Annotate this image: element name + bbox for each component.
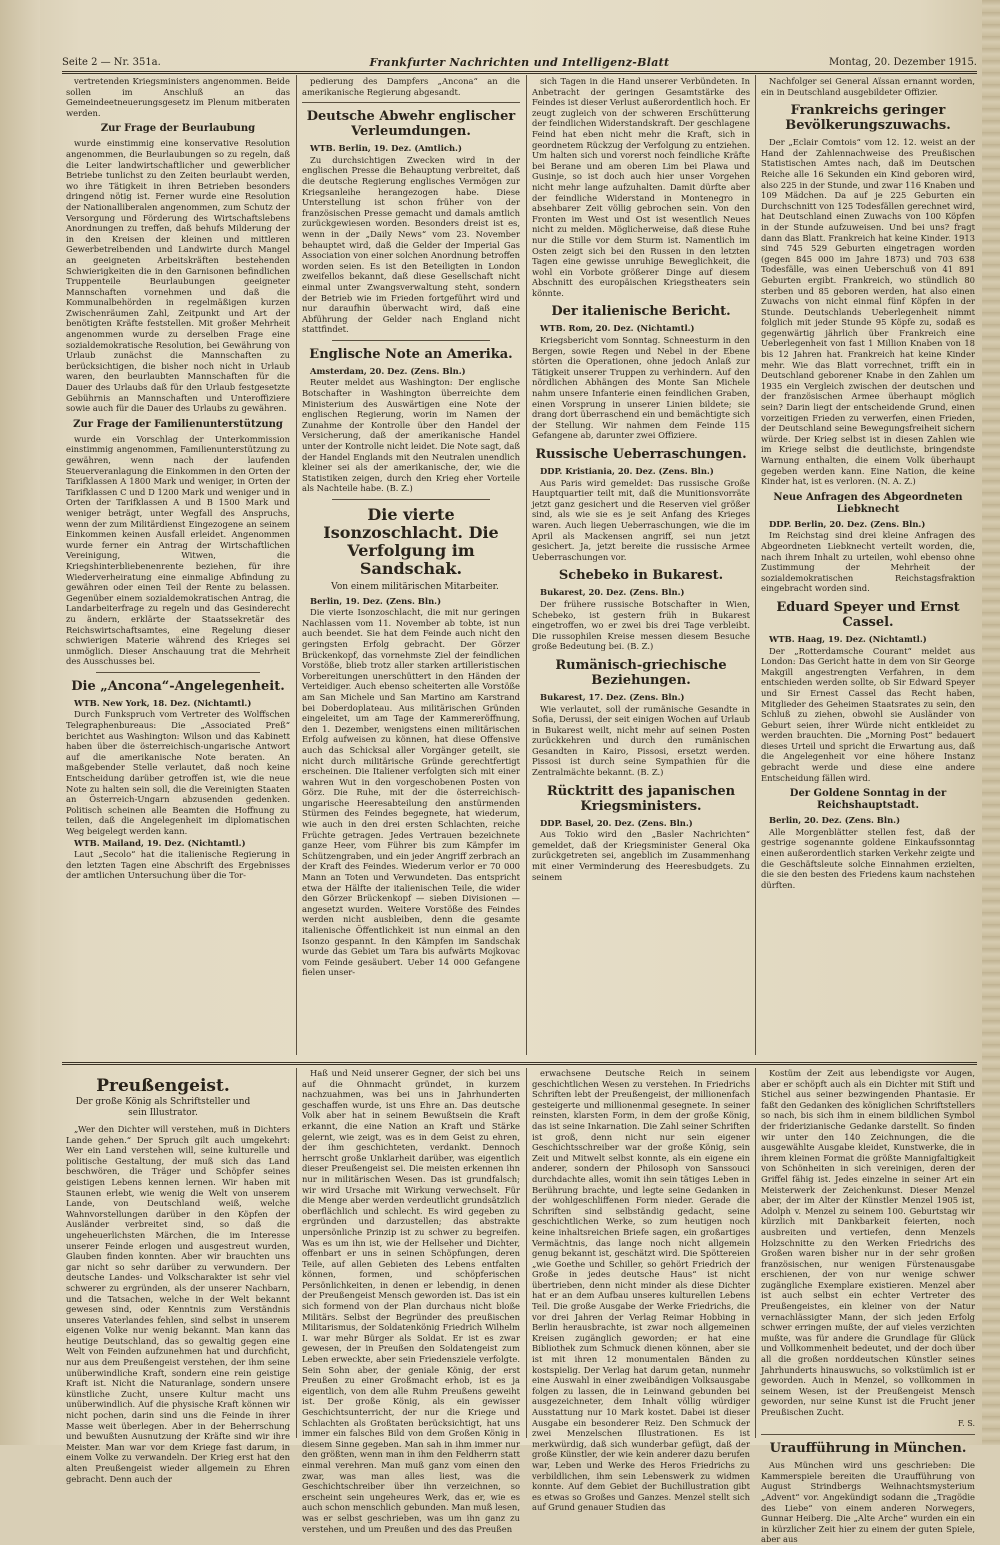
article-heading: Der italienische Bericht. xyxy=(551,304,731,320)
dateline: Bukarest, 17. Dez. (Zens. Bln.) xyxy=(540,691,685,702)
article-text: Der „Eclair Comtois“ vom 12. 12. weist an der Hand der Zahlennachweise des Preußischen Statistischen Amtes nach, daß im Deutschen Reiche alle 16 Sekunden ein Kind geboren wird, also 225 in der Stunde, und zwar 116 Knaben und 109 Mädchen. Da auf je 225 Geburten ein Durchschnitt von 125 Todesfällen gerechnet wird, hat Deutschland einen Zuwachs von 100 Köpfen in der Stunde aufzuweisen. Und bei uns? fragt dann das Blatt. Frankreich hat keine Kinder. 1913 sind 745 529 Geburten eingetragen worden (gegen 845 000 im Jahre 1873) und 703 638 Todesfälle, was einen Ueberschuß von 41 891 Geburten ergibt. Frankreich, wo stündlich 80 sterben und 85 geboren werden, hat also einen Zuwachs von nicht einmal fünf Köpfen in der Stunde. Deutschlands Ueberlegenheit nimmt folglich mit jeder Stunde 95 Köpfe zu, sodaß es gegenwärtig jährlich über Frankreich eine Ueberlegenheit von fast 1 Million Knaben von 18 bis 12 Jahren hat. Frankreich hat keine Kinder mehr. Wie das Blatt vorrechnet, trifft ein in Deutschland geborener Knabe in den Zahlen um 1935 ein Vergleich zwischen der deutschen und der französischen Armee überhaupt möglich sein? Darin liegt der entscheidende Grund, einen vorzeitigen Frieden zu verwerfen, einen Frieden, der Deutschland seine Bewegungsfreiheit sichern würde. Der Krieg selbst ist in diesen Zahlen wie im Kriege selbst die deutlichste, bringendste Warnung enthalten, die einem Volk überhaupt gegeben werden kann. Eine Nation, die keine Kinder hat, ist es verloren. (N. A. Z.) xyxy=(761,137,975,487)
column-rule xyxy=(755,75,756,1055)
dateline: DDP. Kristiania, 20. Dez. (Zens. Bln.) xyxy=(540,466,714,476)
article-heading: Neue Anfragen des Abgeordneten Liebknecht xyxy=(773,491,963,515)
dateline: DDP. Basel, 20. Dez. (Zens. Bln.) xyxy=(540,817,693,828)
article-text: erwachsene Deutsche Reich in seinem geschichtlichen Wesen zu verstehen. In Friedrichs Schriften lebt der Preußengeist, der millionenfach gesteigerte und millionenmal gesegnete. In seiner reinsten, klarsten Form, in dem der große König, das ist seine Inkarnation. Die Zahl seiner Schriften ist groß, denn nicht nur sein eigener Geschichtsschreiber war der große König, sein Zeit und Mitwelt selbst konnte, als ein eigene ein anderer, sondern der Philosoph von Sanssouci durchdachte alles, womit ihn sein tätiges Leben in Berührung brachte, und legte seine Gedanken in der wohlgeschliffenen Form nieder. Gerade die Schriften sind selbständig gedacht, seine geschichtlichen Werke, so zum heutigen noch keine inhaltsreichen Briefe sagen, ein großartiges Vermächtnis, das lange noch nicht allgemein genug bekannt ist, geschätzt wird. Die Spöttereien „wie Goethe und Schiller, so gehört Friedrich der Große in jedes deutsche Haus“ ist nicht übertrieben, denn nicht minder als diese Dichter hat er an dem Aufbau unseres kulturellen Lebens Teil. Die große Ausgabe der Werke Friedrichs, die vor drei Jahren der Verlag Reimar Hobbing in Berlin herausbrachte, ist zwar noch allgemeinen Kreisen zugänglich geworden; er hat eine Bibliothek zum Schmuck dienen können, aber sie ist mit ihren 12 monumentalen Bänden zu kostspielig. Der Verlag hat darum getan, nunmehr eine Auswahl in einer zweibändigen Volksausgabe folgen zu lassen, die in Leinwand gebunden bei ausgezeichneter, dem Inhalt völlig würdiger Ausstattung nur 10 Mark kostet. Dabei ist dieser Ausgabe ein besonderer Reiz. Den Schmuck der zwei Menzelschen Illustrationen. Es ist merkwürdig, daß sich wunderbar gefügt, daß der große Künstler, der wie kein anderer dazu berufen war, Leben und Werke des Heros Friedrichs zu verbildlichen, ihm sein Lebenswerk zu widmen konnte. Auf dem Gebiet der Buchillustration gibt es etwas so Großes und Ganzes. Menzel stellt sich auf Grund genauer Studien das xyxy=(532,1068,750,1513)
feature-column-1 xyxy=(66,1124,290,1484)
divider xyxy=(332,499,490,500)
feature-column-3 xyxy=(532,1068,750,1513)
article-text: vertretenden Kriegsministers angenommen. Beide sollen im Anschluß an das Gemeindeetneuerungsgesetz im Plenum mitberaten werden. xyxy=(66,76,290,118)
article-text: Durch Funkspruch vom Vertreter des Wolffschen Telegraphenbureaus: Die „Associated Preß“ berichtet aus Washington: Wilson und das Kabinett haben über die österreichisch-ungarische Antwort auf die amerikanische Note beraten. An maßgebender Stelle verlautet, daß noch keine Entscheidung darüber getroffen ist, wie die neue Note zu halten sein soll, die die Vereinigten Staaten an Österreich-Ungarn abzusenden gedenken. Politisch scheinen alle Beamten die Hoffnung zu teilen, daß die Angelegenheit im diplomatischen Weg beigelegt werden kann. xyxy=(66,709,290,836)
column-3 xyxy=(532,76,750,1056)
feature-rule xyxy=(62,1062,977,1065)
article-text: Zu durchsichtigen Zwecken wird in der englischen Presse die Behauptung verbreitet, daß die deutsche Regierung englisches Vermögen zur Kriegsanleihe herangezogen habe. Diese Unterstellung ist schon früher von der französischen Presse gemacht und damals amtlich zurückgewiesen worden. Besonders dreist ist es, wenn in der „Daily News“ vom 23. November behauptet wird, daß die Gelder der Imperial Gas Association von einer solchen Anordnung betroffen worden seien. Es ist den Beteiligten in London zweifellos bekannt, daß diese Gesellschaft nicht einmal unter Zwangsverwaltung steht, sondern der Betrieb wie im Frieden fortgeführt wird und nur daraufhin überwacht wird, daß eine Abführung der Gelder nach England nicht stattfindet. xyxy=(302,154,520,335)
article-text: Nachfolger sei General Aïssan ernannt worden, ein in Deutschland ausgebildeter Offizier. xyxy=(761,76,975,97)
article-heading: Rücktritt des japanischen Kriegsministers. xyxy=(546,783,736,814)
article-heading: Deutsche Abwehr englischer Verleumdungen. xyxy=(306,109,516,140)
article-heading: Rumänisch-griechische Beziehungen. xyxy=(555,657,727,688)
article-heading: Eduard Speyer und Ernst Cassel. xyxy=(776,599,960,630)
dateline: DDP. Berlin, 20. Dez. (Zens. Bln.) xyxy=(769,518,926,529)
article-text: wurde ein Vorschlag der Unterkommission einstimmig angenommen, Familienunterstützung zu gewähren, wenn nach der laufenden Steuerveranlagung die Einkommen in den Orten der Tarifklassen A 1800 Mark und weniger, in Orten der Tarifklassen C und D 1200 Mark und weniger und in Orten der Tarifklassen A und B 1500 Mark und weniger beträgt, unter Wegfall des Anspruchs, wenn der zum Militärdienst Eingezogene an seinem Einkommen keinen Ausfall erleidet. Angenommen wurde ferner ein Antrag der Wirtschaftlichen Vereinigung, Witwen, die Kriegshinterbliebenenrente beziehen, für ihre Wiederverheiratung eine einmalige Abfindung zu gewähren oder einen Teil der Rente zu belassen. Gegenüber einem sozialdemokratischen Antrag, die Landarbeiterfrage zu regeln und das Gesinderecht zu ändern, erklärte der Staatssekretär des Reichswirtschaftsamtes, eine Regelung dieser schwierigen Materie während des Krieges sei unmöglich. Dieser Anschauung trat die Mehrheit des Ausschusses bei. xyxy=(66,433,290,667)
article-text: Die vierte Isonzoschlacht, die mit nur geringen Nachlassen vom 11. November ab tobte, ist nun auch beendet. Sie hat dem Feinde auch nicht den geringsten Erfolg gebracht. Der Görzer Brückenkopf, das vornehmste Ziel der feindlichen Vorstöße, blieb trotz aller starken artilleristischen Vorbereitungen unerschüttert in den Händen der Verteidiger. Auch ebenso scheiterten alle Vorstöße am San Michele und San Martino am Karstrand bei Doberdoplateau. Aus militärischen Gründen eingeleitet, um am Tage der Kammereröffnung, den 1. Dezember, wenigstens einen militärischen Erfolg aufweisen zu können, hat diese Offensive auch das Schicksal aller Vorgänger geteilt, sie nicht durch militärische Gründe gerechtfertigt erscheinen. Die Italiener verfolgten sich mit einer wahren Wut in den vorgeschobenen Posten von Görz. Die Ruhe, mit der die österreichisch-ungarische Heeresabteilung den anstürmenden Stürmen des Feindes begegnete, hat wiederum, wie auch in den drei ersten Schlachten, reiche Früchte getragen. Jedes Vertrauen bezeichnete ganze Heer, vom Führer bis zum Kämpfer im Schützengraben, und ein jeder Angriff zerbrach an der Kraft des Feindes. Wiederum verlor er 70 000 Mann an Toten und Verwundeten. Das entspricht etwa der Hälfte der italienischen Teile, die wider den Görzer Brückenkopf — sieben Divisionen — angesetzt wurden. Weitere Vorstöße des Feindes werden nicht ausbleiben, denn die gesamte italienische Öffentlichkeit ist nun einmal an den Isonzo gespannt. In den Kämpfen im Sandschak wurde das Gebiet um Tara bis aufwärts Mojkovac vom Feinde gesäubert. Ueber 14 000 Gefangene fielen unser- xyxy=(302,607,520,978)
article-text: Alle Morgenblätter stellen fest, daß der gestrige sogenannte goldene Einkaufssonntag einen außerordentlich starken Verkehr zeigte und die Geschäftsleute solche Einnahmen erzielten, die sie den besten des Friedens kaum nachstehen dürften. xyxy=(761,826,975,890)
dateline: Berlin, 19. Dez. (Zens. Bln.) xyxy=(310,595,442,606)
page-number: Seite 2 — Nr. 351a. xyxy=(62,57,161,68)
divider xyxy=(761,1434,975,1435)
column-rule xyxy=(296,1068,297,1438)
column-rule xyxy=(755,1068,756,1438)
dateline: Berlin, 20. Dez. (Zens. Bln.) xyxy=(769,815,901,826)
dateline: WTB. New York, 18. Dez. (Nichtamtl.) xyxy=(74,697,252,708)
feature-column-2 xyxy=(302,1068,520,1534)
feature-title: Preußengeist. xyxy=(96,1076,230,1096)
article-text: wurde einstimmig eine konservative Resolution angenommen, die Beurlaubungen so zu regeln, daß die Leiter landwirtschaftlicher und gewerblicher Betriebe tunlichst zu den Zeiten beurlaubt werden, wo ihre Tätigkeit in ihren Betrieben besonders dringend nötig ist. Ferner wurde eine Resolution der Nationalliberalen angenommen, zum Schutz der Versorgung und Förderung des Wirtschaftslebens Anordnungen zu treffen, daß behufs Milderung der in den Kreisen der kleinen und mittleren Gewerbetreibenden und Landwirte durch Mangel an geeigneten Arbeitskräften bestehenden Schwierigkeiten die in den Garnisonen befindlichen Truppenteile Beurlaubungen geeigneter Mannschaften vornehmen und daß die Kommunalbehörden in regelmäßigen kurzen Zwischenräumen Zahl, Zeitpunkt und Art der benötigten Kräfte feststellen. Mit großer Mehrheit angenommen wurde zu derselben Frage eine sozialdemokratische Resolution, bei Gewährung von Urlaub zunächst die Mannschaften zu berücksichtigen, die bisher noch nicht in Urlaub waren, den beurlaubten Mannschaften für die Dauer des Urlaubs daß für den Urlaub festgesetzte Gebührnis an Mannschaften und Unteroffiziere sowie auch für die Dauer des Urlaubs zu gewähren. xyxy=(66,138,290,414)
article-heading: Der Goldene Sonntag in der Reichshauptstadt. xyxy=(789,788,947,812)
masthead-title: Frankfurter Nachrichten und Intelligenz-Blatt xyxy=(369,56,670,69)
column-rule xyxy=(296,75,297,1055)
dateline: WTB. Mailand, 19. Dez. (Nichtamtl.) xyxy=(74,837,246,848)
article-heading: Zur Frage der Beurlaubung xyxy=(100,123,256,135)
page-header xyxy=(62,56,977,70)
article-heading: Englische Note an Amerika. xyxy=(309,346,513,362)
article-text: Kostüm der Zeit aus lebendigste vor Augen, aber er schöpft auch als ein Dichter mit Stift und Stichel aus seiner bezwingenden Phantasie. Er faßt den Gedanken des königlichen Schriftstellers so nach, bis sich ihm in einem bildlichen Symbol der friderizianische Gedanke darstellt. So finden wir unter den 140 Zeichnungen, die die ausgewählte Ausgabe kleidet, Kunstwerke, die in ihrem kleinen Format die größte Mannigfaltigkeit von Schönheiten in sich vereinigen, deren der Griffel fähig ist. Jedes einzelne in seiner Art ein Meisterwerk der Zeichenkunst. Dieser Menzel aber, der im Alter der Künstler Menzel 1905 ist, Adolph v. Menzel zu seinem 100. Geburtstag wir kürzlich mit Dankbarkeit feierten, noch ausbreiten und vertiefen, denn Menzels Holzschnitte zu den Werken Friedrichs des Großen waren bisher nur in der sehr großen französischen, nur wenigen Fürstenausgabe erschienen, der von nur wenige schwer zugängliche Exemplare existieren. Menzel aber ist auch selbst ein echter Vertreter des Preußengeistes, ein kleiner von der Natur vernachlässigter Mann, der sich jeden Erfolg schwer erringen mußte, der auf vieles verzichten mußte, was für andere die Grundlage für Glück und Vollkommenheit bedeutet, und der doch über all die großen norddeutschen Künstler seines Jahrhunderts hinauswuchs, so volkstümlich ist er geworden. Auch in Menzel, so vollkommen in seinem Wesen, ist der Preußengeist Mensch geworden, nur seine Kunst ist die Frucht jener Preußischen Zucht. xyxy=(761,1068,975,1417)
article-text: Haß und Neid unserer Gegner, der sich bei uns auf die Ohnmacht gründet, in kurzem nachzuahmen, was bei uns in Jahrhunderten geschaffen wurde, ist uns Ehre an. Das deutsche Volk aber hat in seinem Bewußtsein die Kraft erkannt, die eine Nation an Kraft und Stärke gelernt, wie zeigt, was es in dem Geist zu ehren, der ihm geschichteten, verdankt. Dennoch herrscht große Unklarheit darüber, was eigentlich dieser Preußengeist sei. Die meisten erkennen ihn nur in militärischen Wesen. Das ist grundfalsch; wir wird Ursache mit Wirkung verwechselt. Für die Menge aber werden verdeutlicht grundsätzlich oberflächlich und schlecht. Es wird gegeben zu ergründen und darzustellen; das abstrakte unpersönliche Prinzip ist zu schwer zu begreifen. Was es um ihn ist, wie der Hellseher und Dichter, offenbart er uns in seinen Schöpfungen, deren Teile, auf allen Gebieten des Lebens entfalten können, formen, und schöpferischen Persönlichkeiten, in denen er lebendig, in denen der Preußengeist Mensch geworden ist. Das ist ein sich formend von der Plan durchaus nicht bloße Militärs. Selbst der Begründer des preußischen Militarismus, der Soldatenkönig Friedrich Wilhelm I. war mehr Bürger als Soldat. Er ist es zwar gewesen, der in Preußen den Soldatengeist zum Leben erweckte, aber sein Friedensziele verfolgte. Sein Sohn aber, der geniale König, der erst Preußen zu einer Großmacht erhob, ist es ja eigentlich, von dem alle Ruhm Preußens geweiht ist. Der große König, als ein gewisser Geschichtsunterricht, der nur die Kriege und Schlachten als Großtaten berücksichtigt, hat uns immer ein falsches Bild von dem Großen König in diesem Sinne gegeben. Man sah in ihm immer nur den größten, wenn man in ihm den Feldherrn statt einmal verehren. Man muß ganz vom einen den zwar, was man alles liest, was die Geschichtschreiber über ihn verzeichnen, so erscheint sein ungeheures Werk, das er, wie es auch schon menschlich gebunden. Man muß lesen, was er selbst geschrieben, was um ihn ganz zu verstehen, und um Preußen und des das Preußen xyxy=(302,1068,520,1534)
article-text: Laut „Secolo“ hat die italienische Regierung in den letzten Tagen eine Abschrift des Ergebnisses der amtlichen Untersuchung über die Tor- xyxy=(66,849,290,881)
column-4 xyxy=(761,76,975,1056)
article-text: Reuter meldet aus Washington: Der englische Botschafter in Washington überreichte dem Ministerium des Auswärtigen eine Note der englischen Regierung, worin im Namen der Zunahme der Kontrolle über den Handel der Versicherung, daß der amerikanische Handel unter der Kontrolle nicht leidet. Die Note sagt, daß der Handel Englands mit den Neutralen unendlich kleiner sei als der amerikanische, der, wie die Statistiken zeigen, durch den Krieg eher Vorteile als Nachteile habe. (B. Z.) xyxy=(302,377,520,494)
article-heading: Russische Ueberraschungen. xyxy=(535,447,747,462)
column-rule xyxy=(526,1068,527,1438)
feature-subtitle: Der große König als Schriftsteller und sein Illustrator. xyxy=(75,1097,251,1118)
article-heading: Die „Ancona“-Angelegenheit. xyxy=(71,678,285,694)
dateline: Amsterdam, 20. Dez. (Zens. Bln.) xyxy=(310,365,466,376)
dateline: Bukarest, 20. Dez. (Zens. Bln.) xyxy=(540,587,685,598)
article-heading: Zur Frage der Familienunterstützung xyxy=(73,418,283,430)
dateline: WTB. Berlin, 19. Dez. (Amtlich.) xyxy=(310,143,462,154)
article-text: Der frühere russische Botschafter in Wien, Schebeko, ist gestern früh in Bukarest eingetroffen, wo er zwei bis drei Tage verbleibt. Die russophilen Kreise messen diesem Besuche große Bedeutung bei. (B. Z.) xyxy=(532,598,750,652)
author-signature: F. S. xyxy=(957,1418,975,1428)
article-text: Kriegsbericht vom Sonntag. Schneesturm in den Bergen, sowie Regen und Nebel in der Ebene störten die Operationen, ohne jedoch Anlaß zur Tätigkeit unserer Truppen zu verhindern. Auf den nördlichen Abhängen des Monte San Michele nahm unsere Infanterie einen feindlichen Graben, einen Vorsprung in unserer Linien bildete; sie drang dort überraschend ein und bemächtigte sich der Stellung. Wir nahmen dem Feinde 115 Gefangene ab, darunter zwei Offiziere. xyxy=(532,335,750,441)
header-rule xyxy=(62,71,977,74)
article-text: Im Reichstag sind drei kleine Anfragen des Abgeordneten Liebknecht verteilt worden, die, nach ihrem Inhalt zu urteilen, wohl ebenso ohne Zustimmung der Mehrheit der sozialdemokratischen Reichstagsfraktion eingebracht worden sind. xyxy=(761,530,975,594)
article-heading: Uraufführung in München. xyxy=(769,1441,967,1457)
article-heading: Die vierte Isonzoschlacht. Die Verfolgung im Sandschak. xyxy=(323,505,499,578)
column-2 xyxy=(302,76,520,1056)
article-text: Aus München wird uns geschrieben: Die Kammerspiele bereiten die Uraufführung von August Strindbergs Weihnachtsmysterium „Advent“ vor. Angekündigt sodann die „Tragödie des Liebe“ von einem anderen Norwegers, Gunnar Heiberg. Die „Alte Arche“ wurden ein ein in kürzlicher Zeit hier zu einem der guten Spiele, aber aus xyxy=(761,1460,975,1545)
feature-column-4 xyxy=(761,1068,975,1545)
article-text: sich Tagen in die Hand unserer Verbündeten. In Anbetracht der geringen Gesamtstärke des Feindes ist dieser Verlust außerordentlich hoch. Er zeugt zugleich von der schweren Erschütterung der feindlichen Widerstandskraft. Der geschlagene Feind hat eben nicht mehr die Kraft, sich in geordnetem Rückzug der Verfolgung zu entziehen. Um halten sich und vorerst noch feindliche Kräfte bei Berane und am oberen Lim bei Plawa und Gusinje, so ist doch auch hier unser Vorgehen nicht mehr lange aufzuhalten. Damit dürfte aber der feindliche Widerstand in Montenegro in absehbarer Zeit völlig gebrochen sein. Von den Fronten im West und Ost ist wesentlich Neues nicht zu melden. Möglicherweise, daß diese Ruhe nur die Stille vor dem Sturm ist. Namentlich im Osten zeigt sich bei den Russen in den letzten Tagen eine gewisse unruhige Beweglichkeit, die wohl ein Vorbote größerer Dinge auf diesem Abschnitt des europäischen Kriegstheaters sein könnte. xyxy=(532,76,750,298)
dateline: WTB. Haag, 19. Dez. (Nichtamtl.) xyxy=(769,633,927,644)
divider xyxy=(302,102,520,103)
article-text: Der „Rotterdamsche Courant“ meldet aus London: Das Gericht hatte in dem von Sir George Makgill angestrengten Verfahren, in dem entschieden werden sollte, ob Sir Edward Speyer und Sir Ernest Cassel das Recht haben, Mitglieder des Geheimen Staatsrates zu sein, den Schluß zu ziehen, obwohl sie Ausländer von Geburt seien, ihrer Würde nicht entkleidet zu werden brauchten. Die „Morning Post“ bedauert dieses Urteil und spricht die Erwartung aus, daß die Angelegenheit vor eine höhere Instanz gebracht werde und diese eine andere Entscheidung fällen wird. xyxy=(761,645,975,783)
article-subheading: Von einem militärischen Mitarbeiter. xyxy=(331,582,499,592)
divider xyxy=(96,672,260,673)
dateline: WTB. Rom, 20. Dez. (Nichtamtl.) xyxy=(540,323,695,334)
article-heading: Schebeko in Bukarest. xyxy=(558,568,724,584)
column-1 xyxy=(66,76,290,1056)
article-text: „Wer den Dichter will verstehen, muß in Dichters Lande gehen.“ Der Spruch gilt auch umgekehrt: Wer ein Land verstehen will, seine kulturelle und politische Gestaltung, der muß sich das Land beschwören, die Träger und Schöpfer seines geistigen Lebens kennen lernen. Wir haben mit Staunen erlebt, wie wenig die Welt von unserem Lande, von Deutschland weiß, welche Wahnvorstellungen darüber in den Köpfen der Ausländer verbreitet sind, so daß die ungeheuerlichsten Märchen, die im Interesse unserer Feinde erlogen und ausgestreut wurden, Glauben finden konnten. Aber wir brauchten uns gar nicht so sehr darüber zu verwundern. Der deutsche Landes- und Volkscharakter ist sehr viel schwerer zu ergründen, als der unserer Nachbarn, und die Tatsachen, welche in der Welt bekannt gewesen sind, oder Kenntnis zum Verständnis unseres Vaterlandes fehlen, sind selbst in unserem eigenen Volke nur wenig bekannt. Man kann das heutige Deutschland, das so gewaltig gegen eine Welt von Feinden aufzunehmen hat und durchficht, nur aus dem Preußengeist verstehen, der ihm seine unüberwindliche Kraft, sondern eine rein geistige Kraft ist. Nicht die Naturanlage, sondern unsere künstliche Zucht, unsere Kultur macht uns unüberwindlich. Auf die physische Kraft können wir nicht pochen, darin sind uns die Feinde in ihrer Masse weit überlegen. Aber in der Beherrschung und bewußten Ausnutzung der Kräfte sind wir ihre Meister. Man war vor dem Kriege fast darum, in einem Volke zu verwandeln. Der Krieg erst hat den alten Preußengeist wieder allgemein zu Ehren gebracht. Denn auch der xyxy=(66,1124,290,1484)
issue-date: Montag, 20. Dezember 1915. xyxy=(828,57,977,68)
column-rule xyxy=(526,75,527,1055)
article-heading: Frankreichs geringer Bevölkerungszuwachs. xyxy=(785,103,951,134)
article-text: Aus Paris wird gemeldet: Das russische Große Hauptquartier teilt mit, daß die Munitionsvorräte jetzt ganz gesichert und die Reserven viel größer sind, als wie sie es je seit Anfang des Krieges waren. Auch liegen Ueberraschungen, wie die im April als Mackensen angriff, sei nun jetzt gesichert. Ja, jetzt bereite die russische Armee Ueberraschungen vor. xyxy=(532,477,750,562)
article-text: Wie verlautet, soll der rumänische Gesandte in Sofia, Derussi, der seit einigen Wochen auf Urlaub in Bukarest weilt, nicht mehr auf seinen Posten zurückkehren und durch den rumänischen Gesandten in Kairo, Pissosi, ersetzt werden. Pissosi ist durch seine Sympathien für die Zentralmächte bekannt. (B. Z.) xyxy=(532,703,750,778)
paper-left-margin xyxy=(0,0,40,1445)
divider xyxy=(332,340,490,341)
article-text: Aus Tokio wird den „Basler Nachrichten“ gemeldet, daß der Kriegsminister General Oka zurückgetreten sei, angeblich im Zusammenhang mit einer Verminderung des Heeresbudgets. Zu seinem xyxy=(532,829,750,882)
paper-right-edge xyxy=(982,0,1000,1445)
article-text: pedierung des Dampfers „Ancona“ an die amerikanische Regierung abgesandt. xyxy=(302,76,520,97)
